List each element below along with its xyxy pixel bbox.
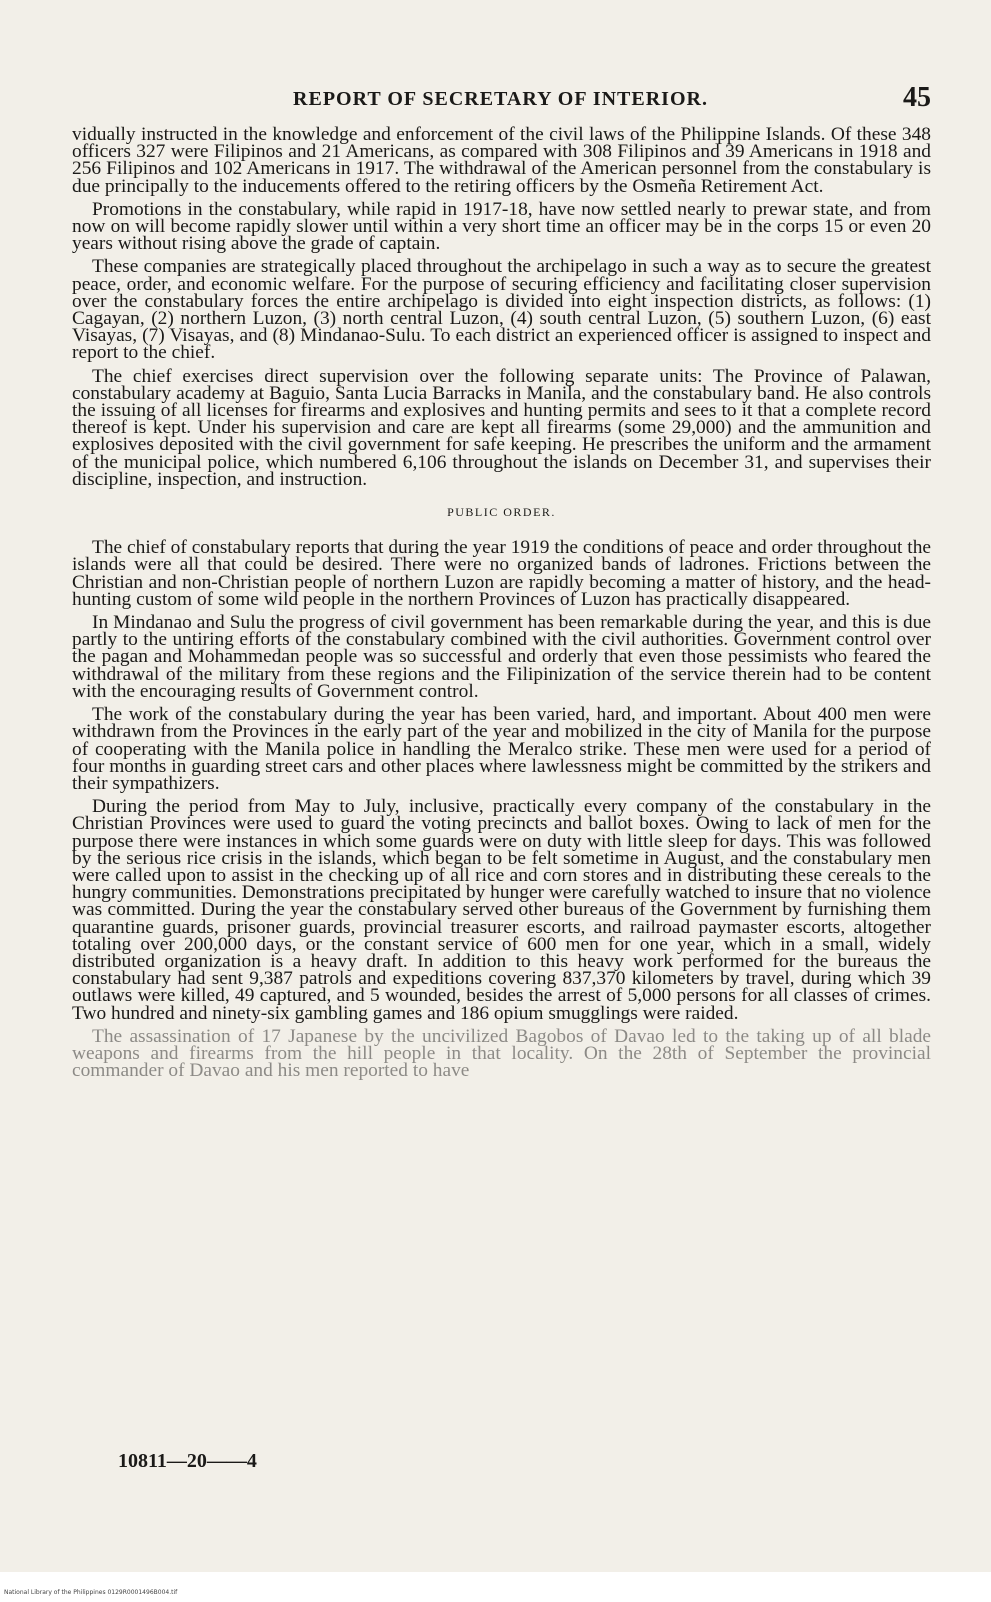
public-order-paragraph-4: During the period from May to July, inclusive, practically every company of the constabulary in the Christian Provinces were used to guard the voting precincts and ballot boxes. Owing to lack of men for the purpose there were instances in which some guards were on duty with little sleep for days. This was followed by the serious rice crisis in the islands, which began to be felt sometime in August, and the constabulary men were called upon to assist in the checking up of all rice and corn stores and in distributing these cereals to the hungry communities. Demonstrations precipitated by hunger were carefully watched to insure that no violence was committed. During the year the constabulary served other bureaus of the Government by furnishing them quarantine guards, prisoner guards, provincial treasurer escorts, and railroad paymaster escorts, altogether totaling over 200,000 days, or the constant service of 600 men for one year, which in a small, widely distributed organization is a heavy draft. In addition to this heavy work performed for the bureaus the constabulary had sent 9,387 patrols and expeditions covering 837,370 kilometers by travel, during which 39 outlaws were killed, 49 captured, and 5 wounded, besides the arrest of 5,000 persons for all classes of crimes. Two hundred and ninety-six gambling games and 186 opium smugglings were raided. [72,796,931,1024]
running-head: REPORT OF SECRETARY OF INTERIOR. [293,88,708,110]
page-body [72,126,931,1085]
public-order-paragraph-3: The work of the constabulary during the year has been varied, hard, and important. About 400 men were withdrawn from the Provinces in the early part of the year and mobilized in the city of Manila for the purpose of cooperating with the Manila police in handling the Meralco strike. These men were used for a period of four months in guarding street cars and other places where lawlessness might be committed by the strikers and their sympathizers. [72,704,931,794]
page-number: 45 [903,82,931,113]
page-header [70,80,931,120]
printer-signature: 10811—20——4 [118,1450,257,1472]
paragraph-1: vidually instructed in the knowledge and enforcement of the civil laws of the Philippine Islands. Of these 348 officers 327 were Filipinos and 21 Americans, as compared with 308 Filipinos and 39 Americans in 1918 and 256 Filipinos and 102 Americans in 1917. The withdrawal of the American personnel from the constabulary is due principally to the inducements offered to the retiring officers by the Osmeña Retirement Act. [72,124,931,197]
public-order-paragraph-5: The assassination of 17 Japanese by the uncivilized Bagobos of Davao led to the taking up of all blade weapons and firearms from the hill people in that locality. On the 28th of September the provincial commander of Davao and his men reported to have [72,1025,931,1082]
paragraph-3: These companies are strategically placed throughout the archipelago in such a way as to secure the greatest peace, order, and economic welfare. For the purpose of securing efficiency and facilitating closer supervision over the constabulary forces the entire archipelago is divided into eight inspection districts, as follows: (1) Cagayan, (2) northern Luzon, (3) north central Luzon, (4) south central Luzon, (5) southern Luzon, (6) east Visayas, (7) Visayas, and (8) Mindanao-Sulu. To each district an experienced officer is assigned to inspect and report to the chief. [72,256,931,364]
scan-footer [0,1572,991,1602]
public-order-paragraph-2: In Mindanao and Sulu the progress of civil government has been remarkable during the year, and this is due partly to the untiring efforts of the constabulary combined with the civil authorities. Government control over the pagan and Mohammedan people was so successful and orderly that even those pessimists who feared the withdrawal of the military from these regions and the Filipinization of the service therein had to be content with the encouraging results of Government control. [72,612,931,702]
paragraph-4: The chief exercises direct supervision over the following separate units: The Province of Palawan, constabulary academy at Baguio, Santa Lucia Barracks in Manila, and the constabulary band. He also controls the issuing of all licenses for firearms and explosives and hunting permits and sees to it that a complete record thereof is kept. Under his supervision and care are kept all firearms (some 29,000) and the ammunition and explosives deposited with the civil government for safe keeping. He prescribes the uniform and the armament of the municipal police, which numbered 6,106 throughout the islands on December 31, and supervises their discipline, inspection, and instruction. [72,365,931,490]
section-heading-public-order: PUBLIC ORDER. [447,505,556,520]
paragraph-2: Promotions in the constabulary, while rapid in 1917-18, have now settled nearly to prewar state, and from now on will become rapidly slower until within a very short time an officer may be in the corps 15 or even 20 years without rising above the grade of captain. [72,198,931,255]
public-order-paragraph-1: The chief of constabulary reports that during the year 1919 the conditions of peace and order throughout the islands were all that could be desired. There were no organized bands of ladrones. Frictions between the Christian and non-Christian people of northern Luzon are rapidly becoming a matter of history, and the head-hunting custom of some wild people in the northern Provinces of Luzon has practically disappeared. [72,537,931,610]
scan-caption: National Library of the Philippines 0129R0001496B004.tif [4,1589,178,1596]
